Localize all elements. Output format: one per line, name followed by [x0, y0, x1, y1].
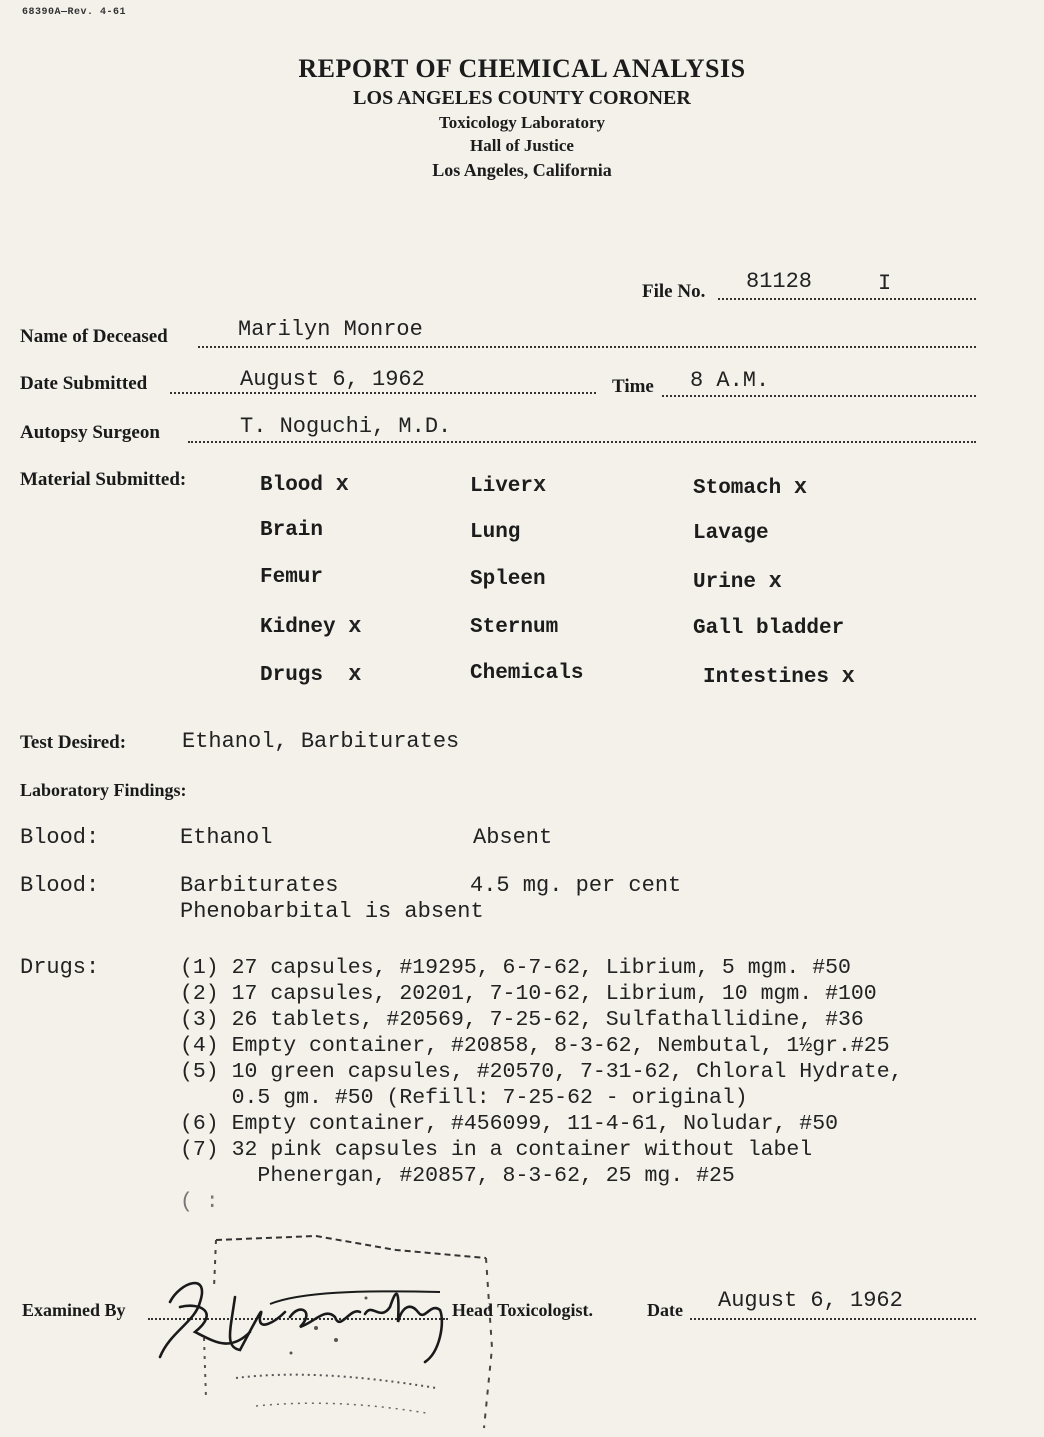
- role-label: Head Toxicologist.: [452, 1300, 594, 1320]
- material-name: Femur: [260, 566, 324, 589]
- file-no-suffix: I: [878, 271, 892, 296]
- date-value: August 6, 1962: [718, 1288, 903, 1313]
- time-value: 8 A.M.: [690, 368, 770, 393]
- material-mark: x: [348, 614, 362, 639]
- material-mark: x: [348, 662, 362, 687]
- drug-line: (6) Empty container, #456099, 11-4-61, Noludar, #50: [180, 1112, 839, 1136]
- material-mark: x: [768, 569, 782, 594]
- material-name: Gall bladder: [693, 617, 845, 640]
- material-item: [260, 662, 361, 687]
- findings-label: Laboratory Findings:: [20, 780, 187, 800]
- examined-by-label: Examined By: [22, 1300, 126, 1320]
- material-item: [260, 614, 361, 639]
- material-name: Kidney: [260, 616, 336, 639]
- building-name: Hall of Justice: [470, 136, 574, 155]
- material-name: Brain: [260, 519, 324, 542]
- deceased-value: Marilyn Monroe: [238, 317, 423, 342]
- blood-result: Absent: [473, 825, 553, 850]
- form-code: 68390A—Rev. 4-61: [22, 7, 127, 18]
- drug-line: (3) 26 tablets, #20569, 7-25-62, Sulfathallidine, #36: [180, 1008, 864, 1032]
- time-line: [662, 395, 976, 397]
- date-line: [690, 1318, 976, 1320]
- city-name: Los Angeles, California: [432, 160, 612, 180]
- blood-result: 4.5 mg. per cent: [470, 873, 682, 898]
- signature: [140, 1262, 460, 1372]
- drug-line: Phenergan, #20857, 8-3-62, 25 mg. #25: [180, 1164, 735, 1188]
- material-name: Spleen: [470, 568, 546, 591]
- drug-line: (7) 32 pink capsules in a container without label: [180, 1138, 813, 1162]
- date-submitted-line: [170, 392, 596, 394]
- material-item: [693, 475, 807, 500]
- blood-test: Ethanol: [180, 825, 273, 850]
- material-name: Lavage: [693, 522, 769, 545]
- material-name: Intestines: [703, 666, 830, 689]
- material-item: [260, 519, 323, 542]
- material-item: [693, 617, 844, 640]
- lab-name: Toxicology Laboratory: [438, 113, 606, 132]
- date-label: Date: [647, 1300, 683, 1320]
- drug-line: ( :: [180, 1190, 219, 1214]
- material-mark: x: [533, 473, 547, 498]
- material-item: [693, 522, 769, 545]
- deceased-label: Name of Deceased: [20, 326, 168, 347]
- file-no-label: File No.: [642, 281, 706, 302]
- material-item: [260, 472, 349, 497]
- drug-line: (1) 27 capsules, #19295, 6-7-62, Librium, 5 mgm. #50: [180, 956, 851, 980]
- file-no-value: 81128: [746, 269, 813, 294]
- test-label: Test Desired:: [20, 732, 127, 753]
- drug-line: (2) 17 capsules, 20201, 7-10-62, Librium, 10 mgm. #100: [180, 982, 877, 1006]
- blood-label: Blood:: [20, 873, 100, 898]
- material-item: [470, 662, 583, 685]
- blood-note: Phenobarbital is absent: [180, 899, 484, 924]
- drugs-label: Drugs:: [20, 955, 100, 980]
- date-submitted-value: August 6, 1962: [240, 367, 425, 392]
- material-item: [470, 568, 546, 591]
- blood-test: Barbiturates: [180, 873, 339, 898]
- deceased-line: [198, 346, 976, 348]
- material-name: Lung: [470, 521, 521, 544]
- material-item: [703, 664, 855, 689]
- material-name: Chemicals: [470, 662, 584, 685]
- surgeon-value: T. Noguchi, M.D.: [240, 414, 452, 439]
- material-mark: x: [793, 475, 808, 500]
- material-item: [470, 521, 520, 544]
- material-item: [693, 569, 782, 594]
- material-item: [470, 473, 546, 498]
- material-name: Drugs: [260, 664, 324, 687]
- material-name: Stomach: [693, 477, 782, 500]
- file-no-line: [718, 298, 976, 300]
- test-value: Ethanol, Barbiturates: [182, 729, 460, 754]
- material-label: Material Submitted:: [20, 469, 187, 490]
- material-name: Urine: [693, 571, 757, 594]
- blood-label: Blood:: [20, 825, 100, 850]
- material-name: Liver: [470, 475, 534, 498]
- drug-line: (4) Empty container, #20858, 8-3-62, Nembutal, 1½gr.#25: [180, 1034, 890, 1058]
- material-mark: x: [841, 664, 855, 689]
- material-name: Blood: [260, 474, 324, 497]
- drug-line: (5) 10 green capsules, #20570, 7-31-62, Chloral Hydrate,: [180, 1060, 903, 1084]
- drugs-list: [180, 955, 903, 1215]
- surgeon-label: Autopsy Surgeon: [20, 422, 160, 443]
- material-name: Sternum: [470, 616, 559, 639]
- report-title: REPORT OF CHEMICAL ANALYSIS: [298, 54, 746, 83]
- material-item: [260, 566, 323, 589]
- time-label: Time: [612, 376, 654, 397]
- date-submitted-label: Date Submitted: [20, 373, 148, 394]
- surgeon-line: [188, 441, 976, 443]
- material-mark: x: [335, 472, 349, 497]
- drug-line: 0.5 gm. #50 (Refill: 7-25-62 - original): [180, 1086, 748, 1110]
- org-name: LOS ANGELES COUNTY CORONER: [353, 87, 691, 109]
- material-item: [470, 616, 558, 639]
